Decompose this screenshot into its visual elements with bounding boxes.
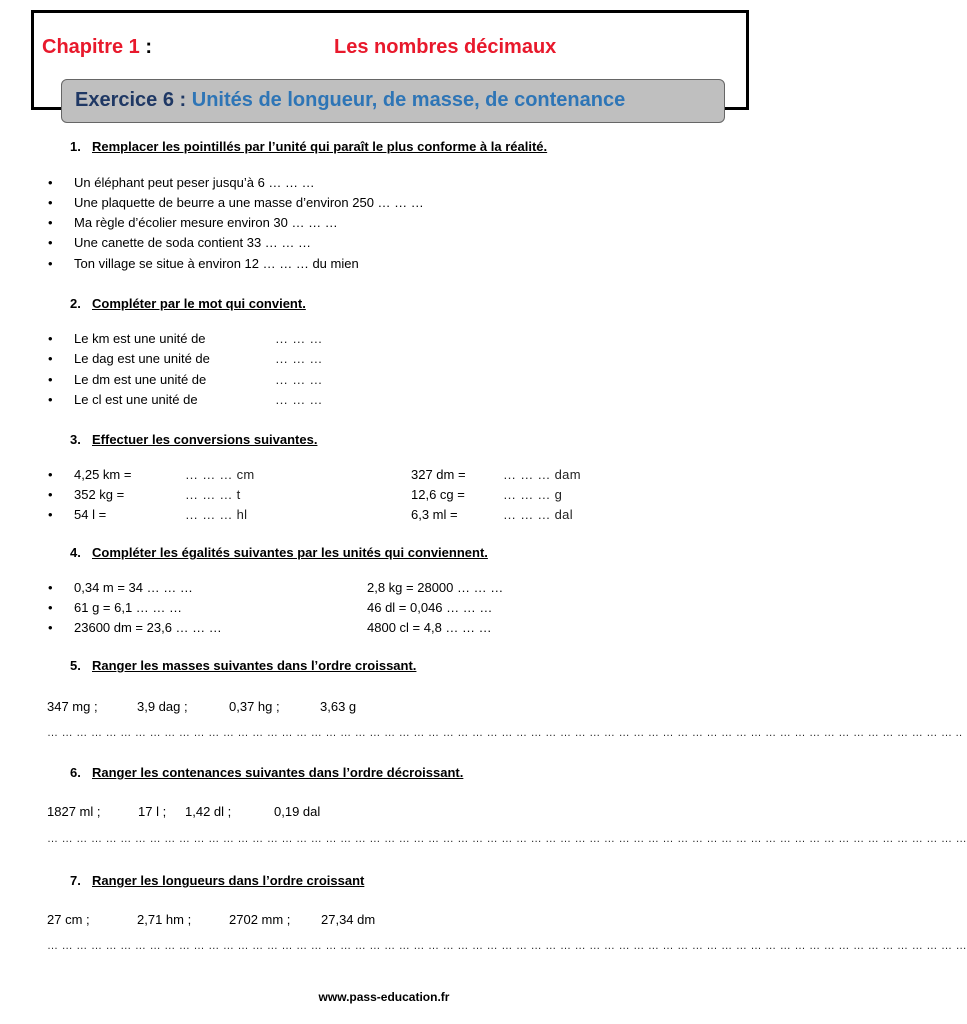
exercise-title: Unités de longueur, de masse, de contenance <box>191 89 626 111</box>
equality-left: 0,34 m = 34 … … … <box>74 580 193 595</box>
conversion-blank: … … … dal <box>503 507 573 522</box>
length-value: 2,71 hm ; <box>137 912 192 927</box>
question-6: 6. Ranger les contenances suivantes dans l’ordre décroissant. <box>70 765 464 780</box>
equality-left: 61 g = 6,1 … … … <box>74 600 183 615</box>
exercise-label: Exercice 6 : <box>75 89 187 111</box>
bullet-icon: • <box>48 215 53 230</box>
answer-dots: … … … … … … … … … … … … … … … … … … … … … … … … … … … … … … … … … … … … … … … … … … … … … … … … … … … … … … … … … … … … … … … <box>47 940 967 952</box>
answer-dots: … … … … … … … … … … … … … … … … … … … … … … … … … … … … … … … … … … … … … … … … … … … … … … … … … … … … … … … … … … … … … … .. <box>47 727 963 739</box>
list-item: Le km est une unité de <box>74 331 206 346</box>
length-value: 27 cm ; <box>47 912 90 927</box>
capacity-value: 17 l ; <box>138 804 167 819</box>
blank-dots: … … … <box>275 351 323 366</box>
question-7: 7. Ranger les longueurs dans l’ordre croissant <box>70 873 365 888</box>
list-item: Ton village se situe à environ 12 … … … du mien <box>74 256 359 271</box>
list-item: Le cl est une unité de <box>74 392 198 407</box>
bullet-icon: • <box>48 235 53 250</box>
bullet-icon: • <box>48 175 53 190</box>
bullet-icon: • <box>48 392 53 407</box>
mass-value: 347 mg ; <box>47 699 98 714</box>
question-2: 2. Compléter par le mot qui convient. <box>70 296 306 311</box>
bullet-icon: • <box>48 620 53 635</box>
mass-value: 3,9 dag ; <box>137 699 188 714</box>
list-item: Un éléphant peut peser jusqu’à 6 … … … <box>74 175 315 190</box>
equality-left: 23600 dm = 23,6 … … … <box>74 620 222 635</box>
conversion-blank: … … … hl <box>185 507 248 522</box>
bullet-icon: • <box>48 487 53 502</box>
blank-dots: … … … <box>275 392 323 407</box>
bullet-icon: • <box>48 580 53 595</box>
chapter-label: Chapitre 1 : <box>42 36 153 58</box>
answer-dots: … … … … … … … … … … … … … … … … … … … … … … … … … … … … … … … … … … … … … … … … … … … … … … … … … … … … … … … … … … … … … … … <box>47 833 967 845</box>
question-4: 4. Compléter les égalités suivantes par les unités qui conviennent. <box>70 545 488 560</box>
conversion-right: 327 dm = <box>411 467 466 482</box>
conversion-left: 54 l = <box>74 507 107 522</box>
bullet-icon: • <box>48 467 53 482</box>
capacity-value: 1,42 dl ; <box>185 804 232 819</box>
bullet-icon: • <box>48 507 53 522</box>
bullet-icon: • <box>48 256 53 271</box>
conversion-right: 6,3 ml = <box>411 507 458 522</box>
footer-url[interactable]: www.pass-education.fr <box>318 990 450 1004</box>
question-5: 5. Ranger les masses suivantes dans l’ordre croissant. <box>70 658 417 673</box>
length-value: 2702 mm ; <box>229 912 291 927</box>
conversion-blank: … … … dam <box>503 467 581 482</box>
list-item: Une plaquette de beurre a une masse d’environ 250 … … … <box>74 195 424 210</box>
conversion-blank: … … … cm <box>185 467 255 482</box>
exercise-banner <box>61 79 725 123</box>
capacity-value: 1827 ml ; <box>47 804 101 819</box>
question-3: 3. Effectuer les conversions suivantes. <box>70 432 318 447</box>
list-item: Le dm est une unité de <box>74 372 207 387</box>
bullet-icon: • <box>48 600 53 615</box>
bullet-icon: • <box>48 372 53 387</box>
conversion-blank: … … … t <box>185 487 241 502</box>
bullet-icon: • <box>48 331 53 346</box>
bullet-icon: • <box>48 195 53 210</box>
list-item: Une canette de soda contient 33 … … … <box>74 235 312 250</box>
conversion-blank: … … … g <box>503 487 563 502</box>
mass-value: 0,37 hg ; <box>229 699 280 714</box>
blank-dots: … … … <box>275 331 323 346</box>
question-1: 1. Remplacer les pointillés par l’unité qui paraît le plus conforme à la réalité. <box>70 139 548 154</box>
blank-dots: … … … <box>275 372 323 387</box>
bullet-icon: • <box>48 351 53 366</box>
capacity-value: 0,19 dal <box>274 804 321 819</box>
length-value: 27,34 dm <box>321 912 376 927</box>
list-item: Ma règle d’écolier mesure environ 30 … … … <box>74 215 338 230</box>
conversion-left: 352 kg = <box>74 487 125 502</box>
chapter-title: Les nombres décimaux <box>334 36 557 58</box>
equality-right: 2,8 kg = 28000 … … … <box>367 580 504 595</box>
mass-value: 3,63 g <box>320 699 357 714</box>
conversion-left: 4,25 km = <box>74 467 132 482</box>
list-item: Le dag est une unité de <box>74 351 210 366</box>
equality-right: 46 dl = 0,046 … … … <box>367 600 493 615</box>
conversion-right: 12,6 cg = <box>411 487 465 502</box>
equality-right: 4800 cl = 4,8 … … … <box>367 620 492 635</box>
